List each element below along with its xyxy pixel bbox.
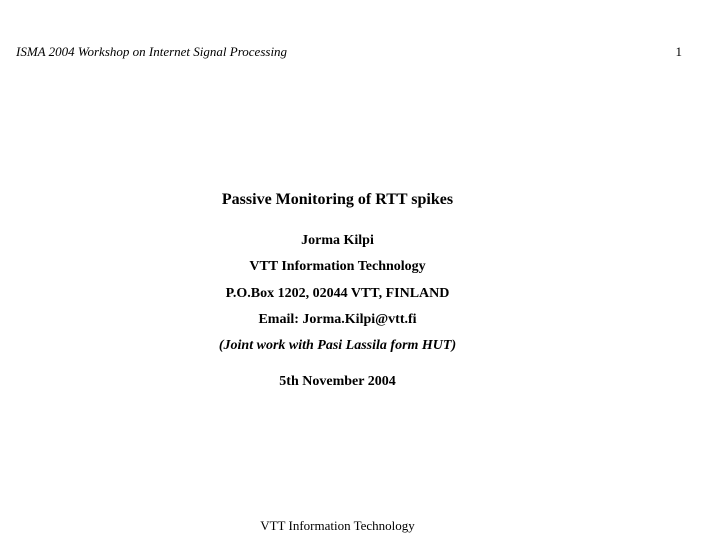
collaboration-note: (Joint work with Pasi Lassila form HUT)	[218, 338, 457, 353]
page-number: 1	[675, 44, 682, 59]
header-title: ISMA 2004 Workshop on Internet Signal Processing	[16, 44, 288, 59]
author-address: P.O.Box 1202, 02044 VTT, FINLAND	[225, 286, 450, 301]
slide-title: Passive Monitoring of RTT spikes	[221, 191, 454, 208]
author-organization: VTT Information Technology	[249, 259, 426, 274]
author-email: Email: Jorma.Kilpi@vtt.fi	[258, 312, 417, 327]
author-name: Jorma Kilpi	[301, 233, 374, 248]
presentation-date: 5th November 2004	[279, 374, 396, 389]
page-footer: VTT Information Technology	[260, 518, 415, 533]
